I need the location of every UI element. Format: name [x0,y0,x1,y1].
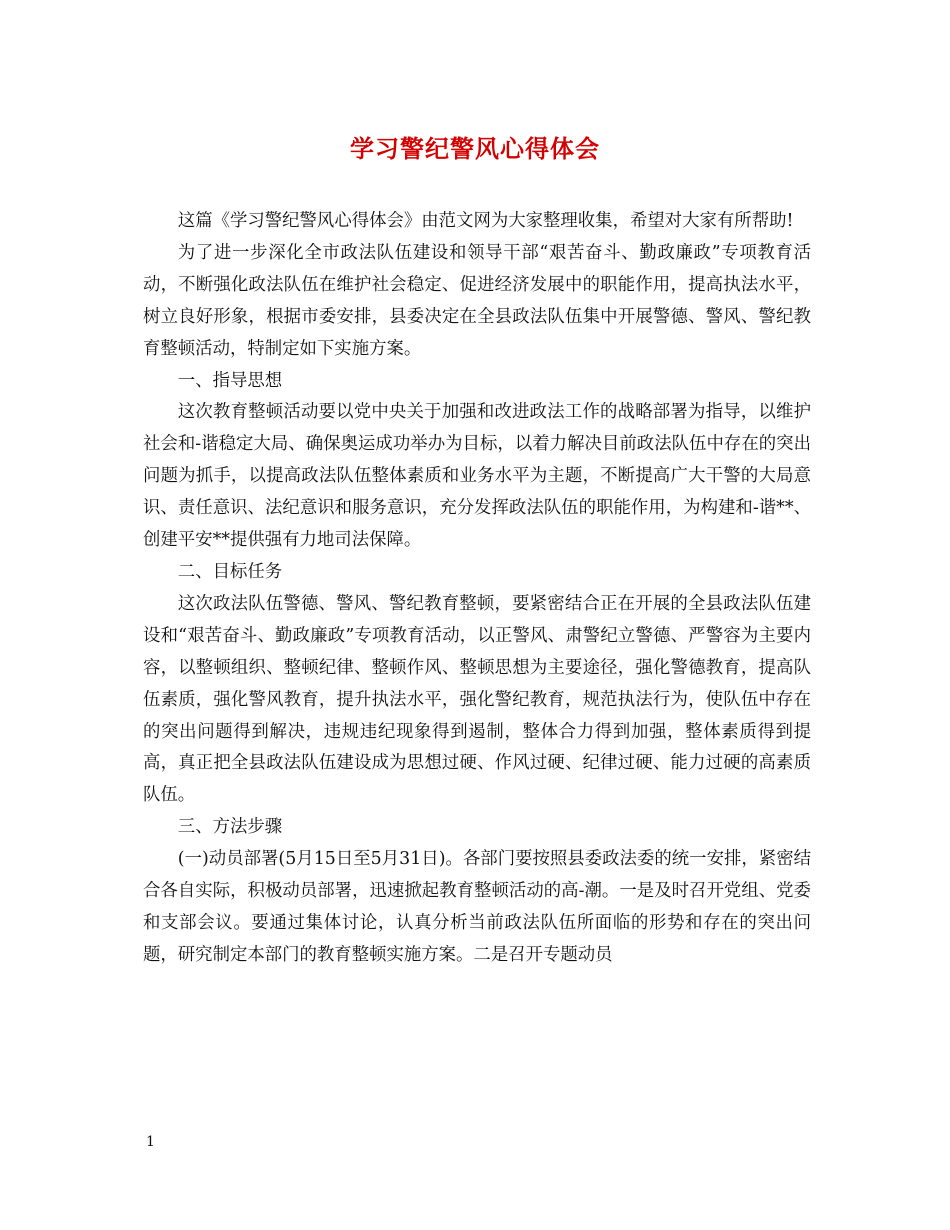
methods-paragraph: (一)动员部署(5月15日至5月31日)。各部门要按照县委政法委的统一安排，紧密结合各自实际，积极动员部署，迅速掀起教育整顿活动的高-潮。一是及时召开党组、党委和支部会议。要通过集体讨论，认真分析当前政法队伍所面临的形势和存在的突出问题，研究制定本部门的教育整顿实施方案。二是召开专题动员 [143,849,811,965]
document-body [143,206,811,972]
goals-paragraph: 这次政法队伍警德、警风、警纪教育整顿，要紧密结合正在开展的全县政法队伍建设和“艰苦奋斗、勤政廉政”专项教育活动，以正警风、肃警纪立警德、严警容为主要内容，以整顿组织、整顿纪律、整顿作风、整顿思想为主要途径，强化警德教育，提高队伍素质，强化警风教育，提升执法水平，强化警纪教育，规范执法行为，使队伍中存在的突出问题得到解决，违规违纪现象得到遏制，整体合力得到加强，整体素质得到提高，真正把全县政法队伍建设成为思想过硬、作风过硬、纪律过硬、能力过硬的高素质队伍。 [143,593,811,806]
section-heading-guiding-ideology: 一、指导思想 [177,370,283,391]
section-heading-goals: 二、目标任务 [177,561,283,582]
page-number: 1 [146,1134,155,1150]
guiding-ideology-paragraph: 这次教育整顿活动要以党中央关于加强和改进政法工作的战略部署为指导，以维护社会和-谐稳定大局、确保奥运成功举办为目标，以着力解决目前政法队伍中存在的突出问题为抓手，以提高政法队伍整体素质和业务水平为主题，不断提高广大干警的大局意识、责任意识、法纪意识和服务意识，充分发挥政法队伍的职能作用，为构建和-谐**、创建平安**提供强有力地司法保障。 [143,402,811,551]
section-heading-methods: 三、方法步骤 [177,817,283,838]
document-title: 学习警纪警风心得体会 [350,134,600,163]
intro-paragraph: 这篇《学习警纪警风心得体会》由范文网为大家整理收集，希望对大家有所帮助! [177,211,794,231]
background-paragraph: 为了进一步深化全市政法队伍建设和领导干部“艰苦奋斗、勤政廉政”专项教育活动，不断强化政法队伍在维护社会稳定、促进经济发展中的职能作用，提高执法水平，树立良好形象，根据市委安排，县委决定在全县政法队伍集中开展警德、警风、警纪教育整顿活动，特制定如下实施方案。 [143,242,811,359]
